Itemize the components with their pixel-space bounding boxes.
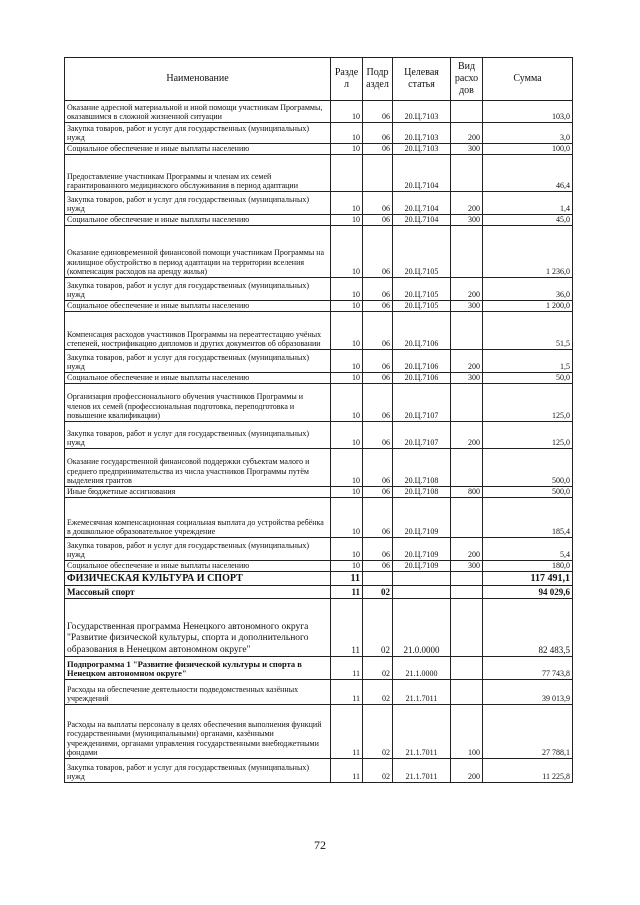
cell-name: Массовый спорт <box>65 586 331 599</box>
cell-podrazdel: 06 <box>363 192 393 215</box>
cell-name: Компенсация расходов участников Программы на переаттестацию учёных степеней, нострификацию дипломов и других документов об образовании <box>65 312 331 350</box>
cell-vid <box>451 226 483 278</box>
header-podrazdel: Подр аздел <box>363 58 393 101</box>
cell-razdel: 10 <box>331 101 363 123</box>
cell-target: 20.Ц.7109 <box>393 561 451 572</box>
cell-podrazdel <box>363 155 393 192</box>
table-row <box>65 312 573 350</box>
cell-podrazdel: 06 <box>363 123 393 144</box>
cell-target: 21.1.7011 <box>393 705 451 759</box>
table-row <box>65 215 573 226</box>
table-row <box>65 422 573 449</box>
table-row <box>65 384 573 422</box>
table-row <box>65 586 573 599</box>
table-row <box>65 487 573 498</box>
cell-podrazdel: 06 <box>363 301 393 312</box>
cell-vid <box>451 498 483 538</box>
cell-podrazdel: 02 <box>363 586 393 599</box>
cell-razdel: 10 <box>331 123 363 144</box>
header-sum: Сумма <box>483 58 573 101</box>
cell-vid: 800 <box>451 487 483 498</box>
cell-vid <box>451 449 483 487</box>
cell-name: Социальное обеспечение и иные выплаты населению <box>65 373 331 384</box>
cell-sum: 27 788,1 <box>483 705 573 759</box>
cell-sum: 77 743,8 <box>483 657 573 680</box>
cell-podrazdel: 06 <box>363 350 393 373</box>
table-header-row <box>65 58 573 101</box>
cell-name: Организация профессионального обучения участников Программы и членов их семей (профессиональная подготовка, переподготовка и повышение квалификации) <box>65 384 331 422</box>
cell-sum: 82 483,5 <box>483 599 573 657</box>
cell-name: Закупка товаров, работ и услуг для государственных (муниципальных) нужд <box>65 538 331 561</box>
cell-sum: 125,0 <box>483 384 573 422</box>
cell-sum: 1,5 <box>483 350 573 373</box>
cell-podrazdel: 02 <box>363 759 393 783</box>
cell-name: Оказание единовременной финансовой помощи участникам Программы на жилищное обустройство в период адаптации на территории вселения (компенсация расходов на аренду жилья) <box>65 226 331 278</box>
cell-sum: 1 200,0 <box>483 301 573 312</box>
cell-target: 20.Ц.7105 <box>393 301 451 312</box>
table-row <box>65 498 573 538</box>
table-row <box>65 123 573 144</box>
cell-razdel: 11 <box>331 572 363 586</box>
table-row <box>65 599 573 657</box>
cell-razdel: 11 <box>331 657 363 680</box>
cell-razdel: 10 <box>331 278 363 301</box>
cell-podrazdel: 06 <box>363 487 393 498</box>
cell-podrazdel: 06 <box>363 561 393 572</box>
cell-sum: 100,0 <box>483 144 573 155</box>
table-row <box>65 538 573 561</box>
cell-sum: 500,0 <box>483 449 573 487</box>
table-body <box>65 101 573 783</box>
cell-podrazdel: 06 <box>363 144 393 155</box>
cell-name: Социальное обеспечение и иные выплаты населению <box>65 561 331 572</box>
cell-name: Оказание государственной финансовой поддержки субъектам малого и среднего предпринимательства из числа участников Программы путём выделения грантов <box>65 449 331 487</box>
cell-vid <box>451 384 483 422</box>
cell-razdel: 10 <box>331 226 363 278</box>
header-name: Наименование <box>65 58 331 101</box>
cell-target: 20.Ц.7106 <box>393 312 451 350</box>
cell-razdel: 10 <box>331 350 363 373</box>
cell-razdel: 10 <box>331 487 363 498</box>
cell-target: 20.Ц.7106 <box>393 350 451 373</box>
cell-vid: 300 <box>451 373 483 384</box>
cell-target: 20.Ц.7109 <box>393 538 451 561</box>
cell-razdel: 10 <box>331 498 363 538</box>
cell-target: 21.1.7011 <box>393 680 451 705</box>
cell-razdel: 10 <box>331 215 363 226</box>
cell-razdel: 10 <box>331 449 363 487</box>
cell-name: Расходы на обеспечение деятельности подведомственных казённых учреждений <box>65 680 331 705</box>
cell-vid: 200 <box>451 350 483 373</box>
cell-target: 20.Ц.7108 <box>393 449 451 487</box>
cell-sum: 36,0 <box>483 278 573 301</box>
cell-target <box>393 586 451 599</box>
table-row <box>65 155 573 192</box>
table-row <box>65 101 573 123</box>
cell-razdel: 11 <box>331 586 363 599</box>
cell-sum: 117 491,1 <box>483 572 573 586</box>
cell-vid: 200 <box>451 422 483 449</box>
cell-target: 20.Ц.7104 <box>393 155 451 192</box>
cell-razdel: 10 <box>331 384 363 422</box>
cell-vid <box>451 586 483 599</box>
cell-razdel: 10 <box>331 561 363 572</box>
cell-target: 20.Ц.7105 <box>393 226 451 278</box>
cell-podrazdel: 06 <box>363 384 393 422</box>
table-row <box>65 278 573 301</box>
cell-sum: 500,0 <box>483 487 573 498</box>
table-row <box>65 373 573 384</box>
cell-razdel: 10 <box>331 144 363 155</box>
cell-vid <box>451 101 483 123</box>
cell-razdel: 10 <box>331 192 363 215</box>
cell-name: Государственная программа Ненецкого автономного округа "Развитие физической культуры, спорта и дополнительного образования в Ненецком автономном округе" <box>65 599 331 657</box>
cell-vid <box>451 572 483 586</box>
cell-sum: 11 225,8 <box>483 759 573 783</box>
cell-sum: 51,5 <box>483 312 573 350</box>
cell-name: Закупка товаров, работ и услуг для государственных (муниципальных) нужд <box>65 759 331 783</box>
cell-vid <box>451 680 483 705</box>
cell-razdel: 11 <box>331 759 363 783</box>
cell-name: Социальное обеспечение и иные выплаты населению <box>65 144 331 155</box>
cell-target: 21.1.0000 <box>393 657 451 680</box>
cell-podrazdel <box>363 572 393 586</box>
cell-sum: 185,4 <box>483 498 573 538</box>
cell-target: 20.Ц.7104 <box>393 192 451 215</box>
cell-vid <box>451 155 483 192</box>
cell-name: Иные бюджетные ассигнования <box>65 487 331 498</box>
cell-target: 20.Ц.7105 <box>393 278 451 301</box>
cell-target: 20.Ц.7107 <box>393 422 451 449</box>
cell-podrazdel: 02 <box>363 599 393 657</box>
cell-sum: 5,4 <box>483 538 573 561</box>
cell-vid: 300 <box>451 301 483 312</box>
cell-sum: 103,0 <box>483 101 573 123</box>
cell-razdel: 10 <box>331 373 363 384</box>
table-row <box>65 449 573 487</box>
cell-vid: 200 <box>451 123 483 144</box>
cell-razdel: 11 <box>331 705 363 759</box>
cell-name: Закупка товаров, работ и услуг для государственных (муниципальных) нужд <box>65 278 331 301</box>
cell-target: 20.Ц.7107 <box>393 384 451 422</box>
cell-target: 20.Ц.7103 <box>393 101 451 123</box>
cell-target: 21.0.0000 <box>393 599 451 657</box>
cell-razdel: 10 <box>331 422 363 449</box>
cell-podrazdel: 06 <box>363 215 393 226</box>
cell-sum: 125,0 <box>483 422 573 449</box>
cell-name: Подпрограмма 1 "Развитие физической культуры и спорта в Ненецком автономном округе" <box>65 657 331 680</box>
cell-sum: 3,0 <box>483 123 573 144</box>
cell-vid: 100 <box>451 705 483 759</box>
cell-target: 20.Ц.7103 <box>393 144 451 155</box>
table-row <box>65 657 573 680</box>
cell-vid <box>451 312 483 350</box>
cell-target: 20.Ц.7106 <box>393 373 451 384</box>
cell-vid: 200 <box>451 192 483 215</box>
cell-podrazdel: 06 <box>363 449 393 487</box>
cell-name: Закупка товаров, работ и услуг для государственных (муниципальных) нужд <box>65 192 331 215</box>
table-row <box>65 759 573 783</box>
table-row <box>65 301 573 312</box>
table-row <box>65 561 573 572</box>
table-row <box>65 572 573 586</box>
cell-podrazdel: 06 <box>363 101 393 123</box>
cell-sum: 46,4 <box>483 155 573 192</box>
cell-podrazdel: 02 <box>363 680 393 705</box>
cell-razdel: 10 <box>331 312 363 350</box>
cell-sum: 1 236,0 <box>483 226 573 278</box>
cell-name: ФИЗИЧЕСКАЯ КУЛЬТУРА И СПОРТ <box>65 572 331 586</box>
cell-name: Закупка товаров, работ и услуг для государственных (муниципальных) нужд <box>65 350 331 373</box>
budget-table <box>64 57 573 783</box>
header-target: Целевая статья <box>393 58 451 101</box>
cell-podrazdel: 06 <box>363 498 393 538</box>
page-number: 72 <box>314 838 326 852</box>
cell-podrazdel: 06 <box>363 422 393 449</box>
cell-name: Оказание адресной материальной и иной помощи участникам Программы, оказавшимся в сложной жизненной ситуации <box>65 101 331 123</box>
cell-razdel: 10 <box>331 538 363 561</box>
table-row <box>65 144 573 155</box>
cell-sum: 94 029,6 <box>483 586 573 599</box>
cell-razdel: 11 <box>331 599 363 657</box>
table-row <box>65 680 573 705</box>
cell-sum: 45,0 <box>483 215 573 226</box>
cell-target <box>393 572 451 586</box>
cell-name: Закупка товаров, работ и услуг для государственных (муниципальных) нужд <box>65 123 331 144</box>
cell-vid <box>451 599 483 657</box>
cell-podrazdel: 02 <box>363 705 393 759</box>
cell-name: Предоставление участникам Программы и членам их семей гарантированного медицинского обслуживания в период адаптации <box>65 155 331 192</box>
cell-sum: 50,0 <box>483 373 573 384</box>
table-row <box>65 192 573 215</box>
cell-podrazdel: 06 <box>363 278 393 301</box>
table-row <box>65 226 573 278</box>
cell-podrazdel: 06 <box>363 312 393 350</box>
cell-target: 20.Ц.7108 <box>393 487 451 498</box>
cell-sum: 180,0 <box>483 561 573 572</box>
cell-name: Социальное обеспечение и иные выплаты населению <box>65 215 331 226</box>
header-razdel: Разде л <box>331 58 363 101</box>
cell-target: 20.Ц.7104 <box>393 215 451 226</box>
cell-podrazdel: 06 <box>363 373 393 384</box>
cell-target: 21.1.7011 <box>393 759 451 783</box>
cell-target: 20.Ц.7103 <box>393 123 451 144</box>
cell-name: Расходы на выплаты персоналу в целях обеспечения выполнения функций государственными (муниципальными) органами, казёнными учреждениями, органами управления государственными внебюджетными фондами <box>65 705 331 759</box>
cell-sum: 1,4 <box>483 192 573 215</box>
cell-razdel: 11 <box>331 680 363 705</box>
cell-razdel: 10 <box>331 301 363 312</box>
table-row <box>65 350 573 373</box>
cell-vid: 200 <box>451 538 483 561</box>
cell-podrazdel: 02 <box>363 657 393 680</box>
cell-podrazdel: 06 <box>363 538 393 561</box>
cell-name: Закупка товаров, работ и услуг для государственных (муниципальных) нужд <box>65 422 331 449</box>
cell-vid: 200 <box>451 759 483 783</box>
cell-vid: 300 <box>451 561 483 572</box>
cell-vid: 200 <box>451 278 483 301</box>
cell-vid: 300 <box>451 144 483 155</box>
cell-sum: 39 013,9 <box>483 680 573 705</box>
cell-razdel <box>331 155 363 192</box>
cell-target: 20.Ц.7109 <box>393 498 451 538</box>
cell-podrazdel: 06 <box>363 226 393 278</box>
cell-name: Социальное обеспечение и иные выплаты населению <box>65 301 331 312</box>
cell-vid: 300 <box>451 215 483 226</box>
cell-name: Ежемесячная компенсационная социальная выплата до устройства ребёнка в дошкольное образовательное учреждение <box>65 498 331 538</box>
header-vid: Вид расхо дов <box>451 58 483 101</box>
table-row <box>65 705 573 759</box>
cell-vid <box>451 657 483 680</box>
